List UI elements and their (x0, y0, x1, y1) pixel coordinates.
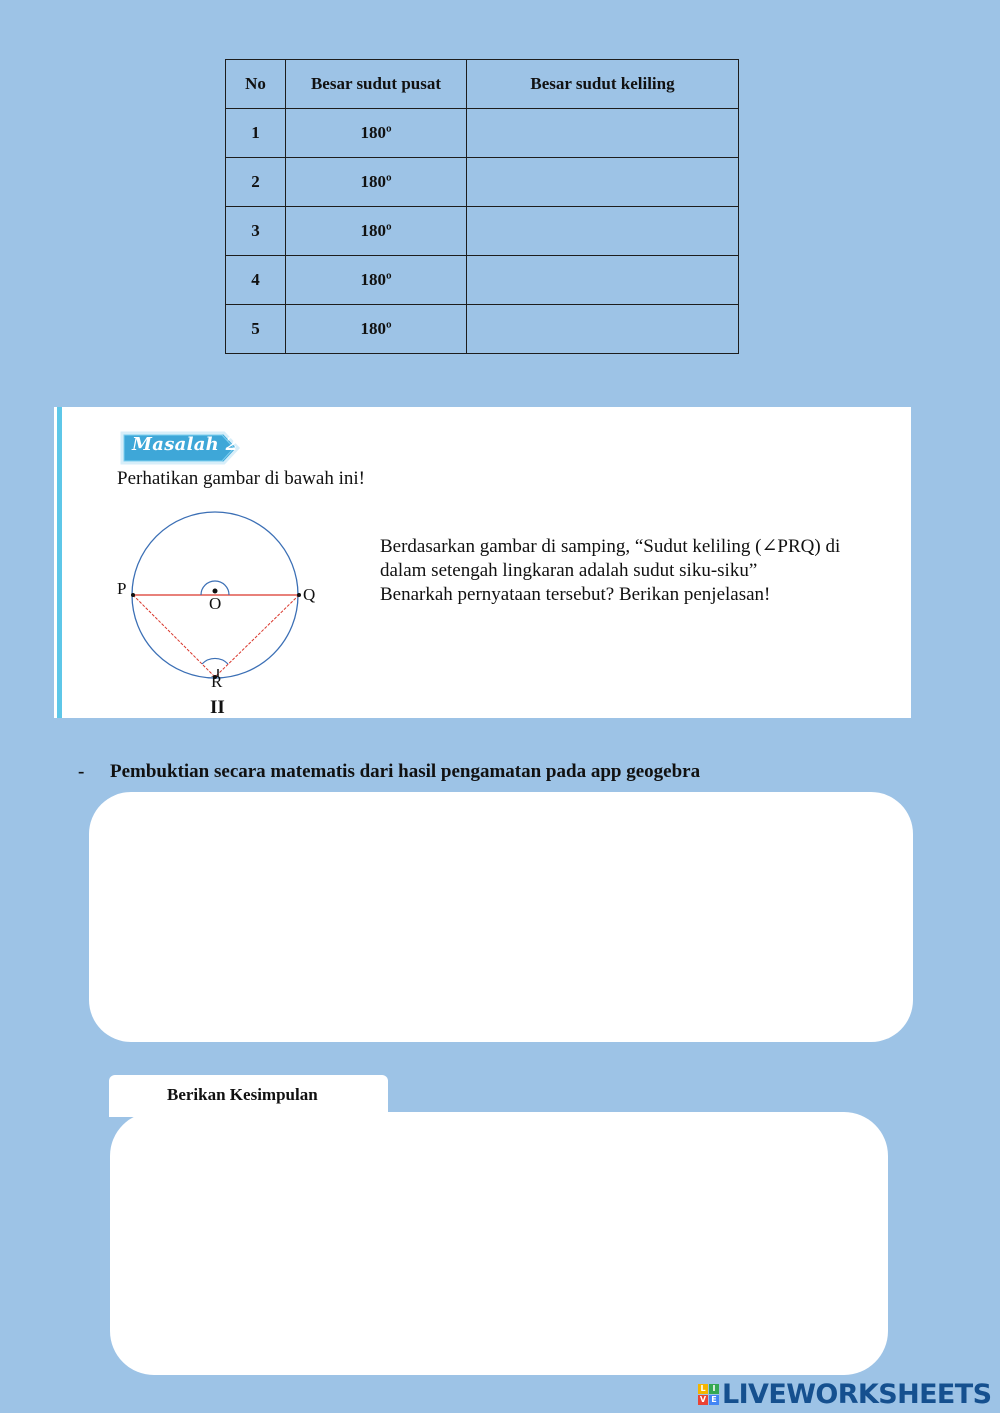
inscribed-angle-cell (467, 207, 739, 256)
proof-bullet: - (78, 761, 85, 782)
row-number: 1 (226, 109, 286, 158)
table-row (226, 256, 739, 305)
logo-mark-letter: E (709, 1395, 719, 1405)
angle-table (225, 59, 739, 354)
figure-caption: II (210, 697, 225, 718)
problem-intro: Perhatikan gambar di bawah ini! (117, 468, 365, 489)
table-header-row (226, 60, 739, 109)
proof-heading (78, 761, 700, 783)
logo-mark-letter: L (698, 1384, 708, 1394)
row-number: 4 (226, 256, 286, 305)
conclusion-label-tab (109, 1075, 388, 1117)
inscribed-angle-arc (202, 658, 228, 664)
inscribed-angle-cell (467, 256, 739, 305)
inscribed-angle-cell (467, 158, 739, 207)
point-o (213, 589, 218, 594)
conclusion-answer-box[interactable] (110, 1112, 888, 1375)
inscribed-angle-input[interactable] (467, 305, 738, 353)
proof-answer-box[interactable] (89, 792, 913, 1042)
circle-diagram (114, 507, 334, 707)
liveworksheets-logo (698, 1378, 991, 1410)
label-p: P (117, 579, 127, 598)
statement-line: Benarkah pernyataan tersebut? Berikan penjelasan! (380, 584, 771, 605)
table-row (226, 207, 739, 256)
logo-mark-letter: V (699, 1394, 707, 1404)
problem-panel (54, 407, 911, 718)
table-row (226, 158, 739, 207)
label-r: R (211, 672, 223, 691)
conclusion-label: Berikan Kesimpulan (167, 1085, 318, 1104)
header-no: No (226, 60, 286, 109)
liveworksheets-logo-icon (698, 1384, 719, 1405)
problem-badge-label: Masalah 2 (132, 434, 239, 455)
label-o: O (209, 594, 222, 613)
point-p (131, 593, 135, 597)
row-number: 5 (226, 305, 286, 354)
table-row (226, 109, 739, 158)
inscribed-angle-input[interactable] (467, 158, 738, 206)
logo-mark-letter: I (709, 1384, 719, 1394)
proof-heading-text: Pembuktian secara matematis dari hasil pengamatan pada app geogebra (110, 761, 701, 782)
table-row (226, 305, 739, 354)
problem-statement (380, 535, 890, 607)
inscribed-angle-input[interactable] (467, 207, 738, 255)
inscribed-angle-input[interactable] (467, 256, 738, 304)
statement-line: Berdasarkan gambar di samping, “Sudut keliling (∠PRQ) di (380, 536, 841, 557)
inscribed-angle-cell (467, 305, 739, 354)
row-number: 2 (226, 158, 286, 207)
inscribed-angle-cell (467, 109, 739, 158)
central-angle-value: 180º (286, 305, 467, 354)
central-angle-value: 180º (286, 256, 467, 305)
label-q: Q (303, 585, 316, 604)
chord-pr (133, 595, 215, 677)
central-angle-value: 180º (286, 109, 467, 158)
central-angle-value: 180º (286, 207, 467, 256)
semicircle-figure (114, 507, 334, 712)
panel-accent-stripe (57, 407, 62, 718)
header-inscribed-angle: Besar sudut keliling (467, 60, 739, 109)
inscribed-angle-input[interactable] (467, 109, 738, 157)
statement-line: dalam setengah lingkaran adalah sudut siku-siku” (380, 560, 758, 581)
chord-qr (215, 595, 299, 677)
point-q (297, 593, 301, 597)
row-number: 3 (226, 207, 286, 256)
header-central-angle: Besar sudut pusat (286, 60, 467, 109)
central-angle-value: 180º (286, 158, 467, 207)
logo-text: LIVEWORKSHEETS (722, 1378, 992, 1410)
